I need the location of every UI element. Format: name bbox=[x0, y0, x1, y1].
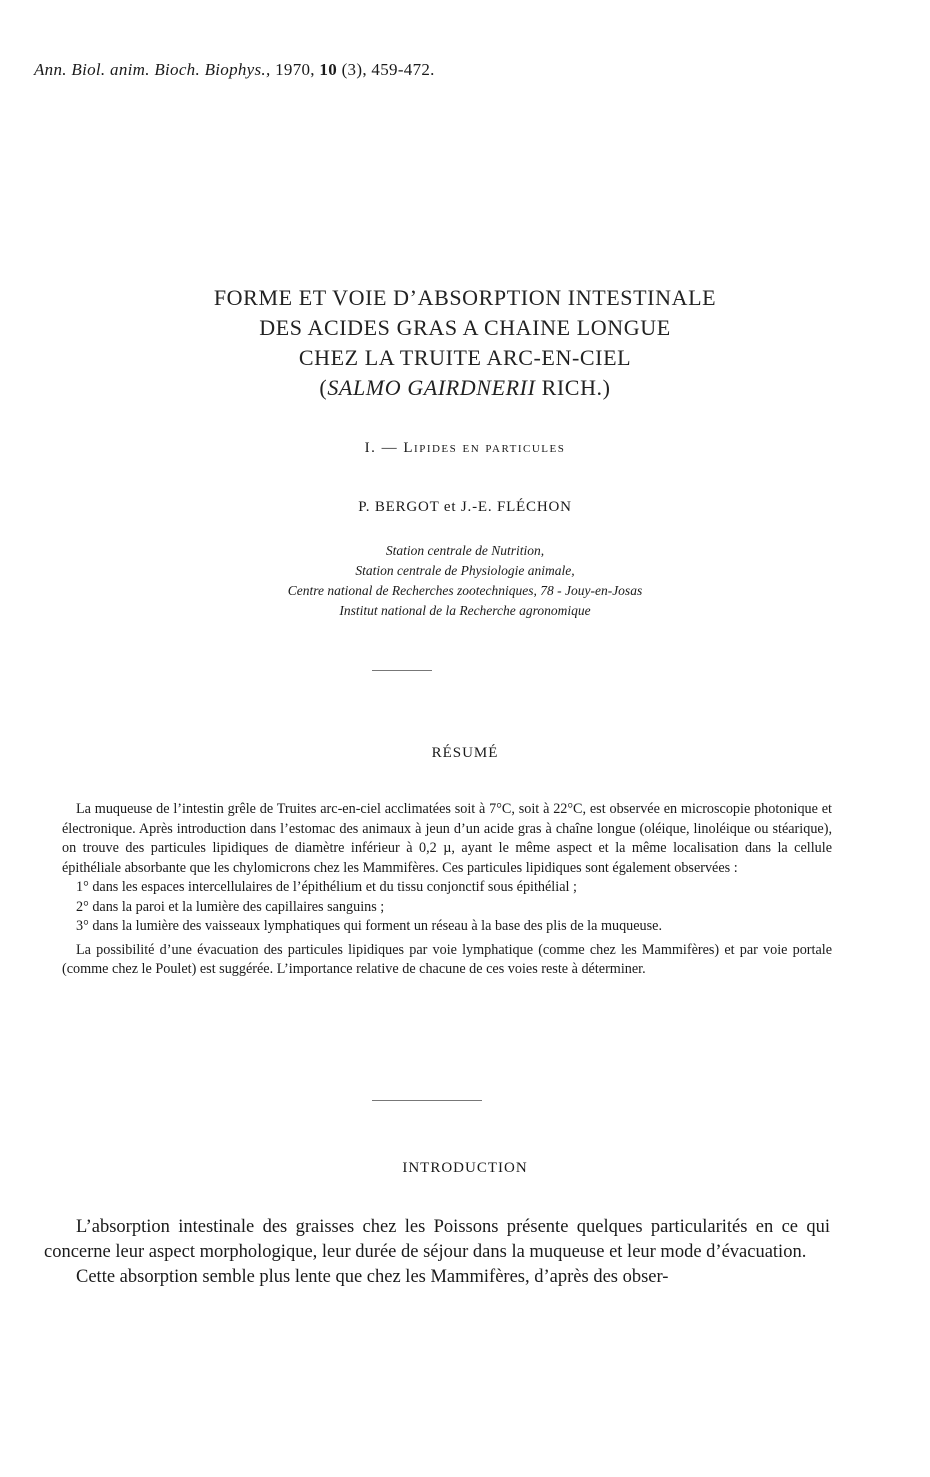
affiliation-line: Station centrale de Nutrition, bbox=[385, 543, 545, 558]
title-line: CHEZ LA TRUITE ARC-EN-CIEL bbox=[298, 345, 632, 370]
journal-name: Ann. Biol. anim. Bioch. Biophys., bbox=[34, 60, 271, 79]
title-paren-open: ( bbox=[319, 375, 328, 400]
journal-issue-pages: (3), 459-472. bbox=[341, 60, 435, 79]
resume-paragraph: La possibilité d’une évacuation des particules lipidiques par voie lymphatique (comme chez les Mammifères) et par voie portale (comme chez le Poulet) est suggérée. L’importance relative de chacune de ces voies reste à déterminer. bbox=[62, 941, 832, 977]
resume-list-item: 1° dans les espaces intercellulaires de l’épithélium et du tissu conjonctif sous épithélial ; bbox=[76, 879, 577, 895]
journal-year: 1970, bbox=[275, 60, 315, 79]
species-name: SALMO GAIRDNERII bbox=[327, 375, 536, 400]
affiliations bbox=[0, 541, 930, 621]
affiliation-line: Centre national de Recherches zootechniques, 78 - Jouy-en-Josas bbox=[287, 583, 643, 598]
article-title bbox=[0, 283, 930, 403]
authors: P. BERGOT et J.-E. FLÉCHON bbox=[358, 499, 572, 515]
affiliation-line: Station centrale de Physiologie animale, bbox=[355, 563, 575, 578]
resume-list-item: 3° dans la lumière des vaisseaux lymphatiques qui forment un réseau à la base des plis de la muqueuse. bbox=[76, 918, 663, 934]
title-line: DES ACIDES GRAS A CHAINE LONGUE bbox=[259, 315, 671, 340]
resume-body bbox=[62, 800, 832, 980]
affiliation-line: Institut national de la Recherche agronomique bbox=[339, 603, 591, 618]
title-line-species bbox=[0, 373, 930, 403]
section-divider bbox=[372, 1100, 482, 1101]
article-subtitle: I. — Lipides en particules bbox=[364, 440, 566, 456]
introduction-body bbox=[44, 1215, 830, 1290]
intro-paragraph: L’absorption intestinale des graisses chez les Poissons présente quelques particularités en ce qui concerne leur aspect morphologique, leur durée de séjour dans la muqueuse et leur mode d’évacuation. bbox=[44, 1217, 830, 1262]
section-divider bbox=[372, 670, 432, 671]
title-line: FORME ET VOIE D’ABSORPTION INTESTINALE bbox=[213, 285, 717, 310]
resume-heading: RÉSUMÉ bbox=[431, 745, 499, 761]
journal-volume: 10 bbox=[319, 60, 338, 79]
journal-citation bbox=[34, 60, 435, 80]
resume-paragraph: La muqueuse de l’intestin grêle de Truites arc-en-ciel acclimatées soit à 7°C, soit à 22°C, est observée en microscopie photonique et électronique. Après introduction dans l’estomac des animaux à jeun d’un acide gras à chaîne longue (oléique, linoléique ou stéarique), on trouve des particules lipidiques de diamètre inférieur à 0,2 µ, ayant le même aspect et la même localisation dans la cellule épithéliale absorbante que les chylomicrons chez les Mammifères. Ces particules lipidiques sont également observées : bbox=[62, 801, 832, 876]
resume-list-item: 2° dans la paroi et la lumière des capillaires sanguins ; bbox=[76, 898, 385, 915]
introduction-heading: INTRODUCTION bbox=[402, 1160, 528, 1176]
title-author-abbrev: RICH.) bbox=[535, 375, 611, 400]
intro-paragraph: Cette absorption semble plus lente que chez les Mammifères, d’après des obser- bbox=[76, 1267, 669, 1287]
